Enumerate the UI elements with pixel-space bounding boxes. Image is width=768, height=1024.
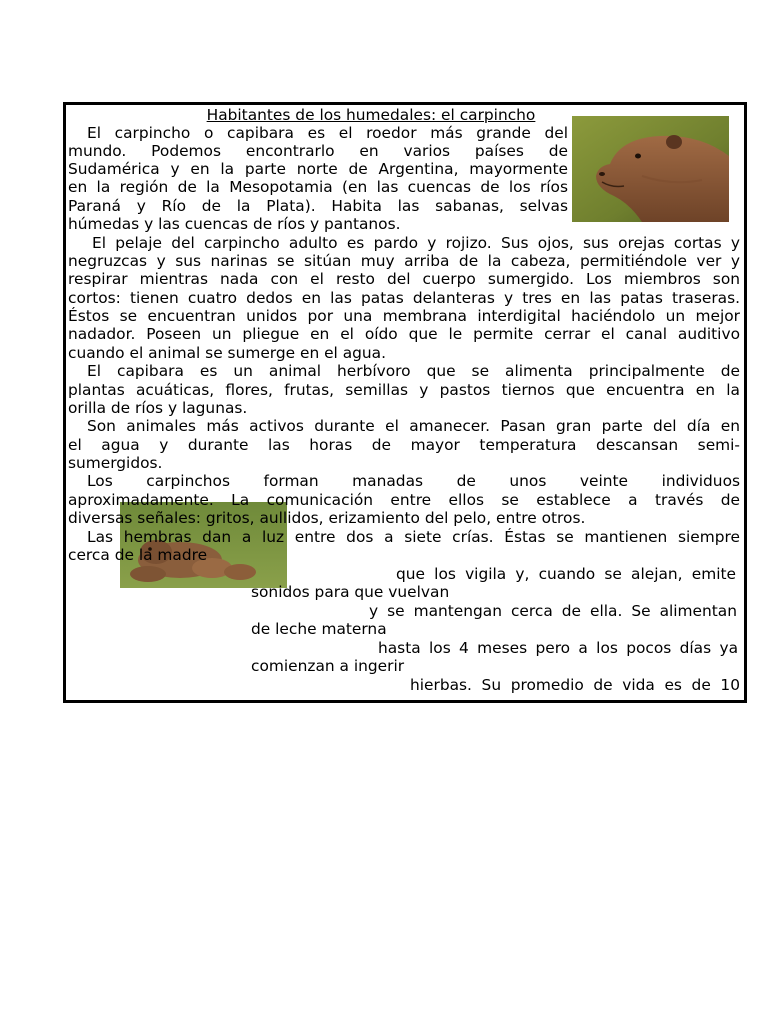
text-line: hasta los 4 meses pero a los pocos días ya — [378, 639, 738, 657]
text-line: Paraná y Río de la Plata). Habita las sabanas, selvas — [68, 197, 568, 215]
text-line: Éstos se encuentran unidos por una membrana interdigital haciéndolo un mejor — [68, 307, 740, 325]
text-line: El capibara es un animal herbívoro que se alimenta principalmente de — [87, 362, 740, 380]
text-line: y se mantengan cerca de ella. Se alimentan — [369, 602, 737, 620]
text-line: nadador. Poseen un pliegue en el oído que le permite cerrar el canal auditivo — [68, 325, 740, 343]
text-line: respirar mientras nada con el resto del cuerpo sumergido. Los miembros son — [68, 270, 740, 288]
text-line: El carpincho o capibara es el roedor más grande del — [87, 124, 568, 142]
text-line: sonidos para que vuelvan — [251, 583, 450, 601]
text-line: diversas señales: gritos, aullidos, erizamiento del pelo, entre otros. — [68, 509, 586, 527]
text-line: Son animales más activos durante el amanecer. Pasan gran parte del día en — [87, 417, 740, 435]
text-line: comienzan a ingerir — [251, 657, 405, 675]
capybara-head-photo — [572, 116, 729, 222]
text-line: negruzcas y sus narinas se sitúan muy arriba de la cabeza, permitiéndole ver y — [68, 252, 740, 270]
text-line: mundo. Podemos encontrarlo en varios países de — [68, 142, 568, 160]
text-line: orilla de ríos y lagunas. — [68, 399, 248, 417]
text-line: de leche materna — [251, 620, 387, 638]
text-line: que los vigila y, cuando se alejan, emite — [396, 565, 736, 583]
text-line: Los carpinchos forman manadas de unos veinte individuos — [87, 472, 740, 490]
text-line: el agua y durante las horas de mayor temperatura descansan semi- — [68, 436, 740, 454]
text-line: Las hembras dan a luz entre dos a siete crías. Éstas se mantienen siempre — [87, 528, 740, 546]
text-line: cortos: tienen cuatro dedos en las patas delanteras y tres en las patas traseras. — [68, 289, 740, 307]
text-line: aproximadamente. La comunicación entre ellos se establece a través de — [68, 491, 740, 509]
text-line: en la región de la Mesopotamia (en las cuencas de los ríos — [68, 178, 568, 196]
text-line: El pelaje del carpincho adulto es pardo y rojizo. Sus ojos, sus orejas cortas y — [92, 234, 740, 252]
text-line: húmedas y las cuencas de ríos y pantanos. — [68, 215, 401, 233]
text-line: Sudamérica y en la parte norte de Argentina, mayormente — [68, 160, 568, 178]
page-title: Habitantes de los humedales: el carpincho — [206, 106, 536, 124]
text-line: cerca de la madre — [68, 546, 208, 564]
text-line: plantas acuáticas, flores, frutas, semillas y pastos tiernos que encuentra en la — [68, 381, 740, 399]
text-line: sumergidos. — [68, 454, 163, 472]
text-line: hierbas. Su promedio de vida es de 10 — [410, 676, 740, 694]
text-line: cuando el animal se sumerge en el agua. — [68, 344, 387, 362]
